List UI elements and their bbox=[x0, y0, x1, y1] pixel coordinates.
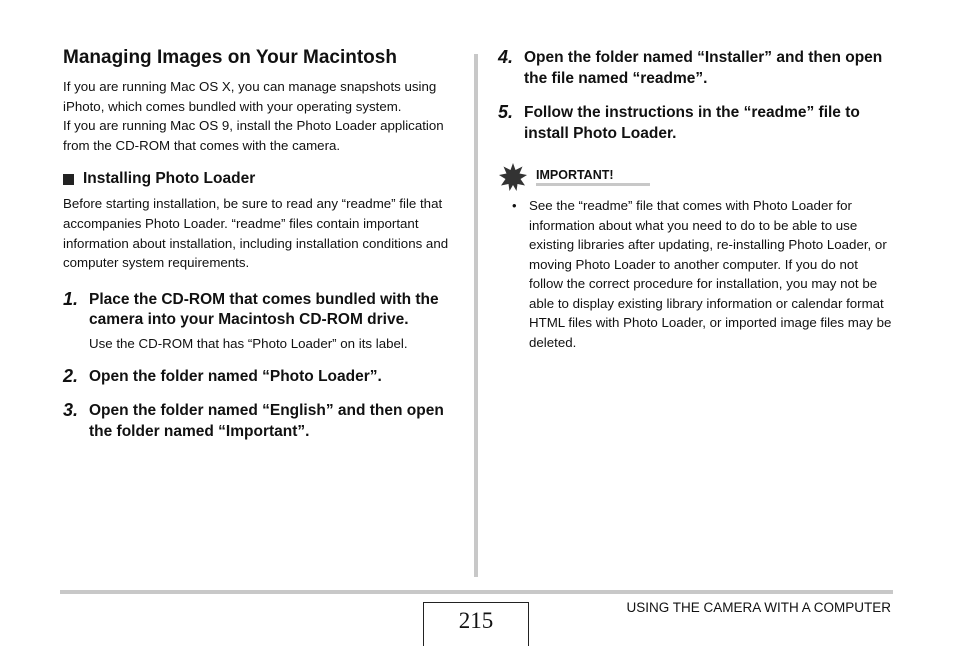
intro-paragraph-2: If you are running Mac OS 9, install the Photo Loader application from the CD-ROM that comes with the camera. bbox=[63, 118, 444, 153]
bullet-dot-icon: • bbox=[512, 198, 517, 213]
section-heading bbox=[63, 170, 458, 188]
step-text: Place the CD-ROM that comes bundled with the camera into your Macintosh CD-ROM drive. bbox=[89, 290, 439, 329]
important-bullet bbox=[498, 196, 893, 352]
step-number: 4. bbox=[498, 47, 514, 67]
section-body: Before starting installation, be sure to read any “readme” file that accompanies Photo Loader. “readme” files contain important information about installation, including installation conditions and computer system requirements. bbox=[63, 196, 449, 271]
column-divider bbox=[474, 54, 478, 577]
step-1 bbox=[63, 290, 458, 353]
footer-section-title: USING THE CAMERA WITH A COMPUTER bbox=[626, 600, 891, 615]
page-number-box bbox=[423, 602, 529, 646]
section-heading-label: Installing Photo Loader bbox=[83, 170, 256, 188]
page-title: Managing Images on Your Macintosh bbox=[63, 47, 397, 68]
step-text: Open the folder named “English” and then open the folder named “Important”. bbox=[89, 402, 444, 440]
starburst-icon bbox=[498, 162, 528, 192]
right-column bbox=[498, 46, 893, 352]
step-3 bbox=[63, 401, 458, 442]
footer-rule bbox=[60, 590, 893, 594]
left-column bbox=[63, 47, 458, 442]
step-note: Use the CD-ROM that has “Photo Loader” on its label. bbox=[89, 335, 408, 351]
bullet-text: See the “readme” file that comes with Photo Loader for information about what you need to do to be able to use existing libraries after updating, re-installing Photo Loader, or moving Photo Loader to another computer. If you do not follow the correct procedure for installation, you may not be able to display existing library information or calendar format HTML files with Photo Loader, or imported image files may be deleted. bbox=[529, 198, 892, 350]
step-4 bbox=[498, 48, 893, 89]
step-number: 1. bbox=[63, 288, 79, 309]
step-number: 5. bbox=[498, 102, 514, 122]
step-number: 3. bbox=[63, 400, 79, 421]
step-number: 2. bbox=[63, 365, 79, 386]
step-text: Open the folder named “Photo Loader”. bbox=[89, 367, 382, 385]
step-text: Follow the instructions in the “readme” file to install Photo Loader. bbox=[524, 104, 860, 142]
intro-paragraph-1: If you are running Mac OS X, you can manage snapshots using iPhoto, which comes bundled with your operating system. bbox=[63, 79, 437, 114]
step-5 bbox=[498, 103, 893, 144]
page-number: 215 bbox=[458, 608, 494, 633]
important-header bbox=[498, 162, 893, 192]
square-bullet-icon bbox=[63, 174, 74, 185]
step-2 bbox=[63, 367, 458, 388]
step-text: Open the folder named “Installer” and then open the file named “readme”. bbox=[524, 49, 883, 87]
important-label: IMPORTANT! bbox=[536, 168, 650, 186]
